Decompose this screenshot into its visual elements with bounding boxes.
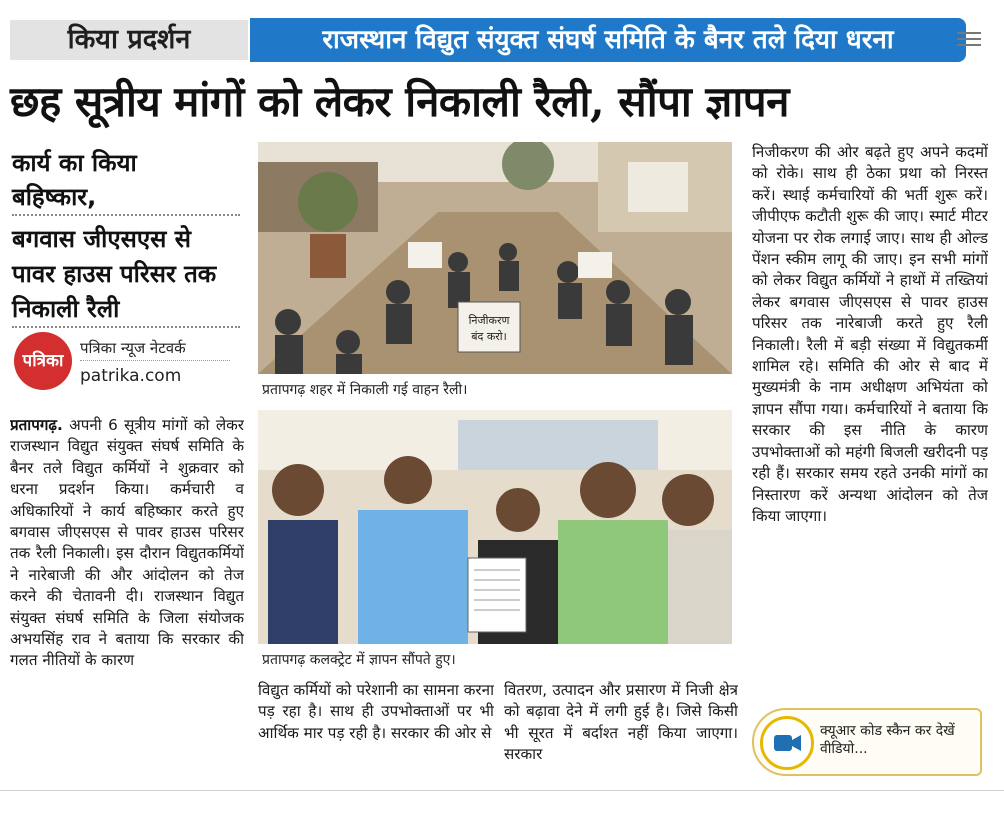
article-text: अपनी 6 सूत्रीय मांगों को लेकर राजस्थान विद्युत संयुक्त संघर्ष समिति के बैनर तले विद्युत कर्मियों ने शुक्रवार को धरना प्रदर्शन किया। कर्मचारी व अधिकारियों ने कार्य बहिष्कार करते हुए बगवास जीएसएस से पावर हाउस परिसर तक रैली निकाली। इस दौरान विद्युतकर्मियों ने नारेबाजी की और आंदोलन को तेज करने की चेतावनी दी। राजस्थान विद्युत संयुक्त संघर्ष समिति के जिला संयोजक अभयसिंह राव ने बताया कि सरकार की गलत नीतियों के कारण [10, 416, 244, 670]
article-column-3 [504, 680, 738, 778]
article-column-2 [258, 680, 494, 778]
byline-network: पत्रिका न्यूज नेटवर्क [80, 339, 186, 357]
placard-line-1: निजीकरण [468, 314, 510, 327]
section-banner [10, 18, 996, 64]
headline: छह सूत्रीय मांगों को लेकर निकाली रैली, सौंपा ज्ञापन [10, 77, 789, 126]
byline [14, 332, 244, 392]
subhead-line: बगवास जीएसएस से [12, 225, 191, 253]
kicker-label: किया प्रदर्शन [10, 20, 248, 60]
subhead-line: पावर हाउस परिसर तक [12, 260, 217, 288]
article-column-1 [10, 415, 244, 777]
dotted-divider [12, 214, 240, 216]
sub-headline-banner: राजस्थान विद्युत संयुक्त संघर्ष समिति के बैनर तले दिया धरना [250, 18, 966, 62]
placard-line-2: बंद करो। [471, 330, 507, 343]
memo-photo [258, 410, 732, 644]
dateline: प्रतापगढ़. [10, 416, 63, 434]
hamburger-menu-icon[interactable] [957, 32, 981, 48]
article-text: विद्युत कर्मियों को परेशानी का सामना करना पड़ रहा है। साथ ही उपभोक्ताओं पर भी आर्थिक मार पड़ रही है। सरकार की ओर से [258, 681, 494, 742]
qr-video-text: क्यूआर कोड स्कैन कर देखें वीडियो... [820, 723, 955, 757]
subhead-line: बहिष्कार, [12, 183, 97, 211]
subhead-line: कार्य का किया [12, 149, 137, 177]
byline-divider [80, 360, 230, 361]
rally-photo [258, 142, 732, 374]
patrika-logo: पत्रिका [14, 332, 72, 390]
article-column-4 [752, 142, 988, 704]
rally-photo-caption: प्रतापगढ़ शहर में निकाली गई वाहन रैली। [262, 382, 468, 398]
article-text: वितरण, उत्पादन और प्रसारण में निजी क्षेत्र को बढ़ावा देने में लगी हुई है। जिसे किसी भी सूरत में बर्दाश्त नहीं किया जाएगा। सरकार [504, 681, 738, 764]
memo-photo-caption: प्रतापगढ़ कलक्ट्रेट में ज्ञापन सौंपते हुए। [262, 652, 456, 668]
dotted-divider [12, 326, 240, 328]
video-camera-icon [760, 716, 814, 770]
qr-video-box[interactable] [752, 708, 982, 776]
article-text: निजीकरण की ओर बढ़ते हुए अपने कदमों को रोके। साथ ही ठेका प्रथा को निरस्त करें। स्थाई कर्मचारियों की भर्ती शुरू करें। जीपीएफ कटौती शुरू की जाए। स्मार्ट मीटर योजना पर रोक लगाई जाए। साथ ही ओल्ड पेंशन स्कीम लागू की जाए। इन सभी मांगों को लेकर विद्युत कर्मियों ने हाथों में तख्तियां लेकर बगवास जीएसएस से पावर हाउस परिसर तक नारेबाजी करते हुए रैली निकाली। रैली में बड़ी संख्या में विद्युतकर्मी शामिल रहे। समिति की ओर से बाद में मुख्यमंत्री के नाम अधीक्षण अभियंता को ज्ञापन सौंपा गया। कर्मचारियों ने बताया कि सरकार की इस नीति के कारण उपभोक्ताओं को महंगी बिजली खरीदनी पड़ रही हैं। सरकार समय रहते उनकी मांगों का निस्तारण करें अन्यथा आंदोलन को तेज किया जाएगा। [752, 143, 988, 525]
byline-site-link[interactable]: patrika.com [80, 366, 182, 386]
subhead-rally [12, 222, 242, 327]
bottom-divider [0, 790, 1004, 791]
subhead-line: निकाली रैली [12, 295, 120, 323]
subhead-boycott [12, 146, 242, 214]
